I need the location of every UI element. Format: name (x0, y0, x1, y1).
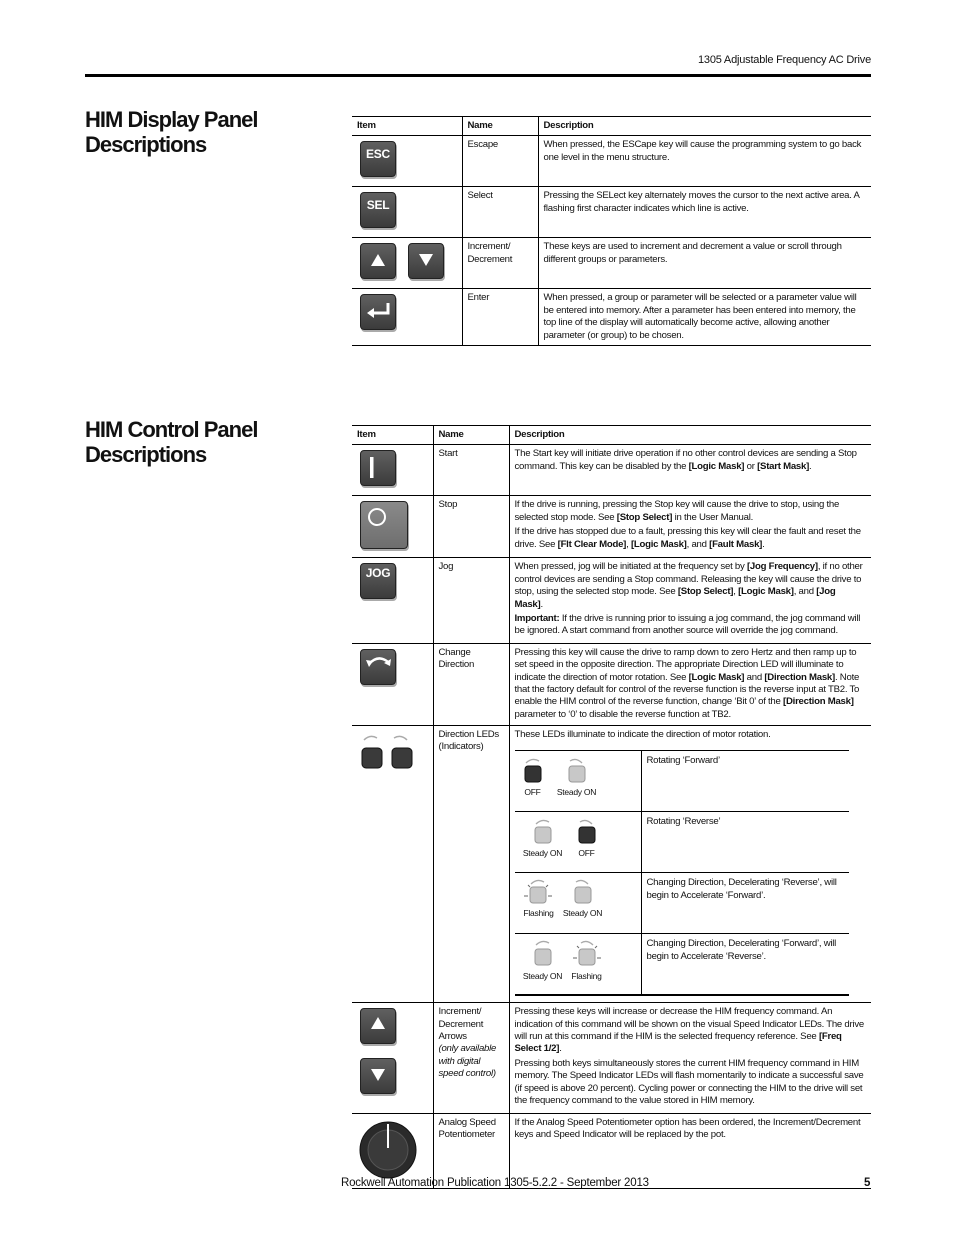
escape-key-icon: ESC (360, 141, 396, 177)
row-description: The Start key will initiate drive operation if no other control devices are sending a Stop command. This key can be disabled by the [Logic Mask] or [Start Mask]. (509, 445, 871, 496)
led-state-row: Steady ON OFF Rotating ‘Reverse’ (515, 812, 849, 873)
enter-key-icon (360, 294, 396, 330)
row-name: Select (462, 187, 538, 238)
start-key-icon (360, 450, 396, 486)
display-title-line2: Descriptions (85, 132, 207, 157)
col-item: Item (352, 117, 462, 136)
col-name: Name (433, 426, 509, 445)
decrement-arrow-key-icon (360, 1058, 396, 1094)
row-description: When pressed, the ESCape key will cause the programming system to go back one level in the menu structure. (538, 136, 871, 187)
table-row (352, 558, 871, 643)
row-description: When pressed, jog will be initiated at the frequency set by [Jog Frequency], if no other control devices are sending a Stop command. Releasing the key will cause the drive to stop, using the selected stop mode. See [Stop Select], [Logic Mask], and [Jog Mask]. Important: If the drive is running prior to issuing a jog command, the jog command will be ignored. A start command from another source will override the jog command. (509, 558, 871, 643)
display-section-title (85, 107, 258, 157)
row-description: If the Analog Speed Potentiometer option has been ordered, the Increment/Decrement keys and Speed Indicator will be replaced by the pot. (509, 1113, 871, 1188)
row-description: These keys are used to increment and decrement a value or scroll through different groups or parameters. (538, 238, 871, 289)
row-name: Direction LEDs (Indicators) (433, 725, 509, 1002)
up-arrow-key-icon (360, 243, 396, 279)
col-name: Name (462, 117, 538, 136)
col-description: Description (538, 117, 871, 136)
col-description: Description (509, 426, 871, 445)
table-row (352, 496, 871, 558)
control-section-title (85, 417, 257, 467)
led-state-row: Steady ON Flashing Changing Direction, Decelerating ‘Forward’, will begin to Accelerate ‘Reverse’. (515, 934, 849, 996)
row-name: Change Direction (433, 643, 509, 725)
select-key-icon: SEL (360, 192, 396, 228)
row-description: These LEDs illuminate to indicate the direction of motor rotation. OFF Steady ON Rotating ‘Forward’ Steady ON OFF Rotating ‘Reverse’ Flashing Steady ON Changing Direction, Decelerating ‘Reverse’, will begin to Accelerate ‘Forward’. Steady ON Flashing Changing Direction, Decelerating ‘Forward’, will begin to Accelerate ‘Reverse’. (509, 725, 871, 1002)
led-states-table (515, 750, 849, 996)
footer-publication: Rockwell Automation Publication 1305-5.2.2 - September 2013 (341, 1177, 649, 1189)
header-rule (85, 74, 871, 77)
control-title-line2: Descriptions (85, 442, 207, 467)
display-panel-table (352, 116, 871, 346)
table-row (352, 643, 871, 725)
control-title-line1: HIM Control Panel (85, 417, 258, 442)
row-description: Pressing this key will cause the drive to ramp down to zero Hertz and then ramp up to set speed in the opposite direction. The appropriate Direction LED will illuminate to indicate the direction of motor rotation. See [Logic Mask] and [Direction Mask]. Note that the factory default for control of the reverse function is the reverse input at TB2. To enable the HIM control of the reverse function, change ‘Bit 0’ of the [Direction Mask] parameter to ‘0’ to disable the reverse function at TB2. (509, 643, 871, 725)
row-name: Increment/ Decrement (462, 238, 538, 289)
row-name: Start (433, 445, 509, 496)
table-row (352, 238, 871, 289)
row-description: If the drive is running, pressing the Stop key will cause the drive to stop, using the selected stop mode. See [Stop Select] in the User Manual. If the drive has stopped due to a fault, pressing this key will clear the fault and reset the drive. See [Flt Clear Mode], [Logic Mask], and [Fault Mask]. (509, 496, 871, 558)
potentiometer-knob-icon (358, 1118, 418, 1180)
table-row (352, 187, 871, 238)
display-title-line1: HIM Display Panel (85, 107, 258, 132)
row-name: Increment/ Decrement Arrows (only available with digital speed control) (433, 1003, 509, 1113)
stop-key-icon (360, 501, 408, 549)
row-name: Escape (462, 136, 538, 187)
down-arrow-key-icon (408, 243, 444, 279)
increment-arrow-key-icon (360, 1008, 396, 1044)
row-name: Enter (462, 289, 538, 346)
row-name: Jog (433, 558, 509, 643)
control-panel-table (352, 425, 871, 1189)
row-description: When pressed, a group or parameter will be selected or a parameter value will be entered into memory. After a parameter has been entered into memory, the top line of the display will automatically become active, allowing another parameter (or group) to be chosen. (538, 289, 871, 346)
table-row (352, 136, 871, 187)
direction-leds-icon (360, 731, 420, 775)
table-row (352, 725, 871, 1002)
table-row (352, 445, 871, 496)
row-description: Pressing the SELect key alternately moves the cursor to the next active area. A flashing first character indicates which line is active. (538, 187, 871, 238)
table-row (352, 289, 871, 346)
row-description: Pressing these keys will increase or decrease the HIM frequency command. An indication of this command will be shown on the visual Speed Indicator LEDs. The drive will run at this command if the HIM is the selected frequency reference. See [Freq Select 1/2]. Pressing both keys simultaneously stores the current HIM frequency command in HIM memory. The Speed Indicator LEDs will flash momentarily to indicate a successful save (if speed is above 20 percent). Cycling power or connecting the HIM to the drive will set the frequency command to the value stored in HIM memory. (509, 1003, 871, 1113)
led-state-row: Flashing Steady ON Changing Direction, Decelerating ‘Reverse’, will begin to Accelerate ‘Forward’. (515, 873, 849, 934)
change-direction-key-icon (360, 649, 396, 685)
col-item: Item (352, 426, 433, 445)
jog-key-icon: JOG (360, 563, 396, 599)
header-title: 1305 Adjustable Frequency AC Drive (698, 54, 871, 66)
row-name: Analog Speed Potentiometer (433, 1113, 509, 1188)
page-number: 5 (864, 1177, 871, 1189)
row-name: Stop (433, 496, 509, 558)
table-row (352, 1003, 871, 1113)
led-state-row: OFF Steady ON Rotating ‘Forward’ (515, 751, 849, 812)
